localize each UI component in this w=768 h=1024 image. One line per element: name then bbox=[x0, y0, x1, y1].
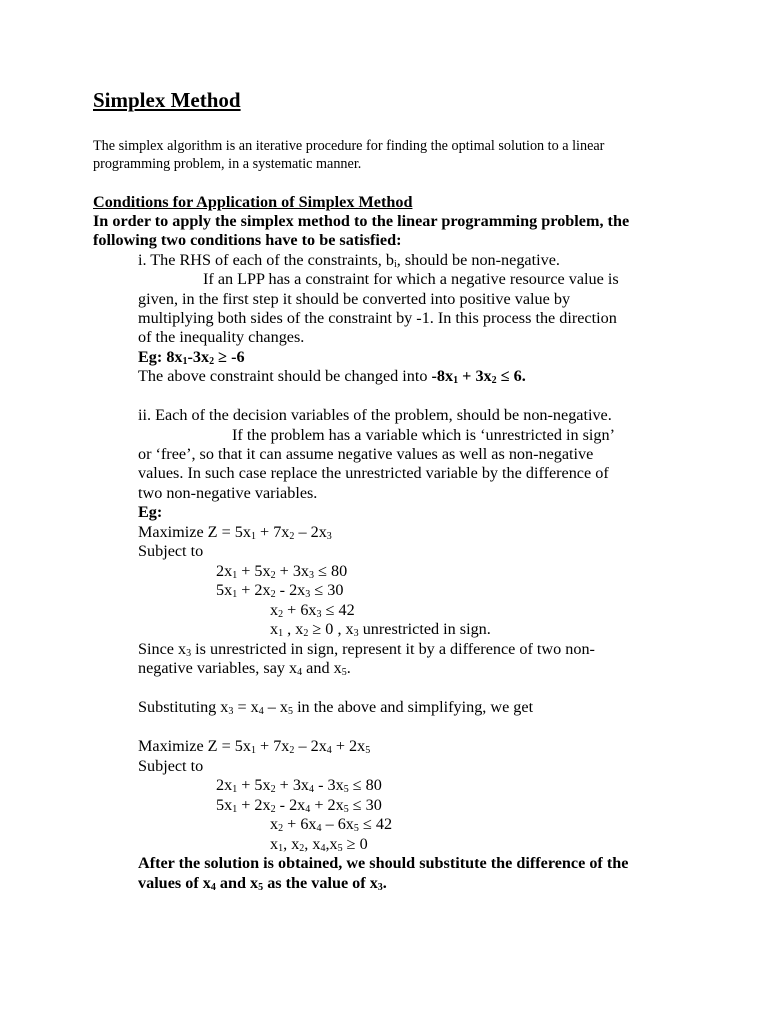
subscript: 5 bbox=[343, 784, 349, 795]
condition-1-text: of the inequality changes. bbox=[138, 328, 305, 346]
text: as the value of x bbox=[263, 874, 378, 892]
condition-1-text: given, in the first step it should be converted into positive value by bbox=[138, 290, 571, 308]
condition-1-example bbox=[138, 348, 245, 367]
subscript: 1 bbox=[278, 628, 284, 639]
subscript: 3 bbox=[186, 648, 192, 659]
example-1-constraint bbox=[270, 620, 491, 639]
example-1-constraint bbox=[270, 601, 355, 620]
text: 2x bbox=[216, 776, 233, 794]
text: + 7x bbox=[255, 523, 290, 541]
subscript: 4 bbox=[297, 667, 303, 678]
text: ≤ 30 bbox=[310, 581, 344, 599]
subscript: 1 bbox=[232, 784, 238, 795]
text: ≥ 0 bbox=[342, 835, 368, 853]
text: + 5x bbox=[237, 776, 271, 794]
text: - 2x bbox=[275, 581, 306, 599]
text: + 5x bbox=[237, 562, 271, 580]
subscript: 2 bbox=[278, 823, 284, 834]
subscript: 4 bbox=[305, 804, 311, 815]
text: + 3x bbox=[275, 776, 310, 794]
text: Since x bbox=[138, 640, 187, 658]
subscript: 5 bbox=[353, 823, 359, 834]
subscript: 3 bbox=[316, 609, 322, 620]
subscript: 2 bbox=[270, 804, 276, 815]
text: + 2x bbox=[331, 737, 366, 755]
section-intro bbox=[93, 212, 693, 251]
subscript: 5 bbox=[365, 745, 371, 756]
subscript: 2 bbox=[303, 628, 309, 639]
example-2-subject-to: Subject to bbox=[138, 757, 204, 775]
section-intro-line: following two conditions have to be satisfied: bbox=[93, 231, 402, 250]
text: ≤ 80 bbox=[314, 562, 348, 580]
text: + 6x bbox=[283, 601, 317, 619]
subscript: 5 bbox=[341, 667, 347, 678]
text: and x bbox=[302, 659, 342, 677]
subscript: 5 bbox=[258, 882, 264, 893]
text: unrestricted in sign. bbox=[358, 620, 491, 638]
text: - 2x bbox=[275, 796, 306, 814]
subscript: 4 bbox=[326, 745, 332, 756]
text: – 2x bbox=[294, 523, 327, 541]
subscript: 4 bbox=[320, 843, 326, 854]
example-2-constraint bbox=[270, 835, 368, 854]
text: Eg: 8x bbox=[138, 348, 183, 366]
text: -8x bbox=[431, 367, 454, 385]
text: ≤ 6. bbox=[496, 367, 526, 385]
text: ≤ 80 bbox=[348, 776, 382, 794]
subscript: 1 bbox=[278, 843, 284, 854]
text: ≤ 42 bbox=[321, 601, 355, 619]
condition-1-text: If an LPP has a constraint for which a negative resource value is bbox=[203, 270, 619, 288]
subscript: 3 bbox=[305, 589, 311, 600]
condition-2-text: If the problem has a variable which is ‘unrestricted in sign’ bbox=[232, 426, 615, 444]
text: - 3x bbox=[314, 776, 344, 794]
subscript: 2 bbox=[491, 375, 497, 386]
example-1-subject-to: Subject to bbox=[138, 542, 204, 560]
text: = x bbox=[233, 698, 259, 716]
condition-2-text: values. In such case replace the unrestricted variable by the difference of bbox=[138, 464, 609, 482]
subscript: 4 bbox=[210, 882, 216, 893]
condition-2-text: or ‘free’, so that it can assume negative values as well as non-negative bbox=[138, 445, 594, 463]
text: 2x bbox=[216, 562, 233, 580]
text: , should be non-negative. bbox=[396, 251, 560, 269]
text: – x bbox=[263, 698, 289, 716]
text: + 3x bbox=[458, 367, 492, 385]
condition-1-text: multiplying both sides of the constraint by -1. In this process the direction bbox=[138, 309, 617, 327]
text: in the above and simplifying, we get bbox=[293, 698, 534, 716]
section-heading: Conditions for Application of Simplex Method bbox=[93, 193, 413, 211]
text: Maximize Z = 5x bbox=[138, 737, 251, 755]
subscript: 1 bbox=[250, 745, 256, 756]
subscript: 1 bbox=[232, 570, 238, 581]
condition-2-example-label: Eg: bbox=[138, 503, 163, 521]
subscript: 3 bbox=[377, 882, 383, 893]
text: i. The RHS of each of the constraints, b bbox=[138, 251, 394, 269]
subscript: 2 bbox=[289, 531, 295, 542]
example-1-constraint bbox=[216, 581, 343, 600]
example-2-objective bbox=[138, 737, 370, 756]
text: + 3x bbox=[275, 562, 310, 580]
text: . bbox=[346, 659, 351, 677]
subscript: 1 bbox=[232, 589, 238, 600]
conclusion-line bbox=[138, 874, 387, 893]
intro-line: The simplex algorithm is an iterative procedure for finding the optimal solution to a linear bbox=[93, 138, 605, 154]
subscript: 2 bbox=[289, 745, 295, 756]
text: The above constraint should be changed into bbox=[138, 367, 432, 385]
subscript: 3 bbox=[228, 706, 234, 717]
text: values of x bbox=[138, 874, 211, 892]
text: . bbox=[382, 874, 387, 892]
section-heading-block bbox=[93, 192, 412, 212]
subscript: 3 bbox=[326, 531, 332, 542]
example-1-objective bbox=[138, 523, 332, 542]
example-1-explanation bbox=[138, 640, 595, 659]
subscript: 2 bbox=[270, 570, 276, 581]
text: , x bbox=[304, 835, 321, 853]
condition-2-heading: ii. Each of the decision variables of the problem, should be non-negative. bbox=[138, 406, 612, 424]
subscript: i bbox=[393, 259, 397, 270]
text: and x bbox=[215, 874, 259, 892]
subscript: 2 bbox=[270, 784, 276, 795]
condition-1-change bbox=[138, 367, 526, 386]
subscript: 4 bbox=[258, 706, 264, 717]
text: negative variables, say x bbox=[138, 659, 298, 677]
subscript: 1 bbox=[250, 531, 256, 542]
example-1-explanation bbox=[138, 659, 351, 678]
text: , x bbox=[283, 835, 300, 853]
subscript: 1 bbox=[182, 356, 188, 367]
subscript: 2 bbox=[278, 609, 284, 620]
example-1-constraint bbox=[216, 562, 347, 581]
text: + 2x bbox=[310, 796, 344, 814]
subscript: 2 bbox=[270, 589, 276, 600]
text: ≥ -6 bbox=[214, 348, 245, 366]
condition-1-heading bbox=[138, 251, 560, 270]
text: + 6x bbox=[283, 815, 317, 833]
intro-paragraph bbox=[93, 137, 693, 173]
text: ≤ 42 bbox=[358, 815, 393, 833]
section-intro-line: In order to apply the simplex method to the linear programming problem, the bbox=[93, 212, 630, 230]
subscript: 5 bbox=[337, 843, 343, 854]
subscript: 3 bbox=[353, 628, 359, 639]
text: 5x bbox=[216, 796, 233, 814]
text: , x bbox=[283, 620, 304, 638]
text: -3x bbox=[187, 348, 210, 366]
subscript: 2 bbox=[299, 843, 305, 854]
text: + 2x bbox=[237, 796, 271, 814]
text: 5x bbox=[216, 581, 233, 599]
example-2-constraint bbox=[216, 796, 382, 815]
example-2-constraint bbox=[216, 776, 382, 795]
text: x bbox=[270, 815, 279, 833]
text: – 6x bbox=[321, 815, 354, 833]
subscript: 5 bbox=[343, 804, 349, 815]
text: is unrestricted in sign, represent it by a difference of two non- bbox=[191, 640, 595, 658]
text: – 2x bbox=[294, 737, 327, 755]
text: ≤ 30 bbox=[348, 796, 382, 814]
text: Maximize Z = 5x bbox=[138, 523, 251, 541]
text: x bbox=[270, 835, 279, 853]
text: x bbox=[270, 601, 279, 619]
text: + 7x bbox=[255, 737, 290, 755]
subscript: 1 bbox=[453, 375, 459, 386]
text: ≥ 0 , x bbox=[308, 620, 354, 638]
conclusion-line: After the solution is obtained, we should substitute the difference of the bbox=[138, 854, 629, 872]
example-1-substitution bbox=[138, 698, 533, 717]
text: ,x bbox=[325, 835, 338, 853]
subscript: 4 bbox=[316, 823, 322, 834]
page-title: Simplex Method bbox=[93, 88, 241, 112]
subscript: 4 bbox=[309, 784, 315, 795]
condition-2-text: two non-negative variables. bbox=[138, 484, 318, 502]
subscript: 1 bbox=[232, 804, 238, 815]
subscript: 3 bbox=[309, 570, 315, 581]
text: + 2x bbox=[237, 581, 271, 599]
text: x bbox=[270, 620, 279, 638]
subscript: 2 bbox=[209, 356, 215, 367]
subscript: 5 bbox=[288, 706, 294, 717]
text: Substituting x bbox=[138, 698, 229, 716]
intro-line: programming problem, in a systematic manner. bbox=[93, 156, 362, 172]
example-2-constraint bbox=[270, 815, 392, 834]
